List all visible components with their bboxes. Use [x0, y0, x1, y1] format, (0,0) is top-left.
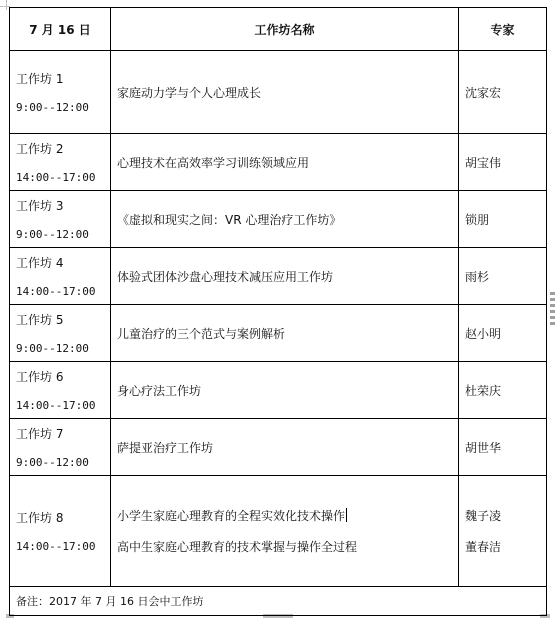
- workshop-topic: 小学生家庭心理教育的全程实效化技术操作: [117, 509, 346, 523]
- workshop-cell: [10, 248, 111, 305]
- expert-name: 董春洁: [465, 540, 502, 554]
- header-workshop-name: 工作坊名称: [111, 8, 459, 51]
- header-date: 7 月 16 日: [10, 8, 111, 51]
- workshop-time: 9:00--12:00: [16, 101, 89, 114]
- workshop-cell: [10, 51, 111, 134]
- workshop-topic: 儿童治疗的三个范式与案例解析: [117, 326, 286, 341]
- table-resize-handle[interactable]: [550, 292, 555, 326]
- expert-cell: [459, 476, 547, 587]
- workshop-cell: [10, 362, 111, 419]
- workshop-number: 工作坊 3: [16, 199, 64, 213]
- table-row: [10, 419, 547, 476]
- note-text: 备注：2017 年 7 月 16 日会中工作坊: [10, 587, 547, 616]
- expert-name: 胡世华: [465, 440, 502, 455]
- workshop-time: 14:00--17:00: [16, 399, 96, 412]
- workshop-number: 工作坊 5: [16, 313, 64, 327]
- topic-cell: [111, 305, 459, 362]
- topic-cell: [111, 191, 459, 248]
- workshop-schedule-table: [9, 7, 547, 616]
- table-header-row: [10, 8, 547, 51]
- workshop-time: 14:00--17:00: [16, 171, 96, 184]
- table-row: [10, 476, 547, 587]
- workshop-time: 14:00--17:00: [16, 285, 96, 298]
- expert-cell: [459, 51, 547, 134]
- workshop-topic: 体验式团体沙盘心理技术减压应用工作坊: [117, 269, 334, 284]
- expert-cell: [459, 419, 547, 476]
- table-row: [10, 305, 547, 362]
- expert-name: 胡宝伟: [465, 155, 502, 170]
- note-row: [10, 587, 547, 616]
- table-row: [10, 248, 547, 305]
- table-row: [10, 191, 547, 248]
- workshop-time: 14:00--17:00: [16, 540, 96, 553]
- workshop-time: 9:00--12:00: [16, 228, 89, 241]
- workshop-topic: 家庭动力学与个人心理成长: [117, 85, 262, 100]
- workshop-number: 工作坊 6: [16, 370, 64, 384]
- workshop-number: 工作坊 1: [16, 72, 64, 86]
- workshop-cell: [10, 191, 111, 248]
- text-cursor: [346, 508, 347, 522]
- topic-cell: [111, 362, 459, 419]
- workshop-cell: [10, 134, 111, 191]
- workshop-topic: 《虚拟和现实之间：VR 心理治疗工作坊》: [117, 212, 342, 227]
- expert-cell: [459, 248, 547, 305]
- workshop-cell: [10, 476, 111, 587]
- workshop-topic: 心理技术在高效率学习训练领域应用: [117, 155, 310, 170]
- page-corner-mark: [6, 0, 7, 10]
- workshop-cell: [10, 419, 111, 476]
- expert-cell: [459, 305, 547, 362]
- workshop-time: 9:00--12:00: [16, 342, 89, 355]
- table-row: [10, 134, 547, 191]
- workshop-number: 工作坊 7: [16, 427, 64, 441]
- workshop-topic: 身心疗法工作坊: [117, 383, 202, 398]
- workshop-cell: [10, 305, 111, 362]
- topic-cell: [111, 134, 459, 191]
- topic-cell: [111, 51, 459, 134]
- workshop-topic: 高中生家庭心理教育的技术掌握与操作全过程: [117, 540, 358, 554]
- expert-cell: [459, 134, 547, 191]
- expert-name: 赵小明: [465, 326, 502, 341]
- workshop-number: 工作坊 8: [16, 511, 64, 525]
- header-expert: 专家: [459, 8, 547, 51]
- table-body: [10, 51, 547, 587]
- expert-name: 雨杉: [465, 269, 490, 284]
- expert-name: 杜荣庆: [465, 383, 502, 398]
- workshop-topic: 萨提亚治疗工作坊: [117, 440, 214, 455]
- expert-name: 沈家宏: [465, 85, 502, 100]
- workshop-number: 工作坊 4: [16, 256, 64, 270]
- topic-cell: [111, 476, 459, 587]
- workshop-time: 9:00--12:00: [16, 456, 89, 469]
- topic-cell: [111, 419, 459, 476]
- expert-cell: [459, 191, 547, 248]
- table-row: [10, 362, 547, 419]
- workshop-number: 工作坊 2: [16, 142, 64, 156]
- expert-name: 魏子凌: [465, 509, 502, 523]
- table-row: [10, 51, 547, 134]
- expert-cell: [459, 362, 547, 419]
- expert-name: 锁朋: [465, 212, 490, 227]
- topic-cell: [111, 248, 459, 305]
